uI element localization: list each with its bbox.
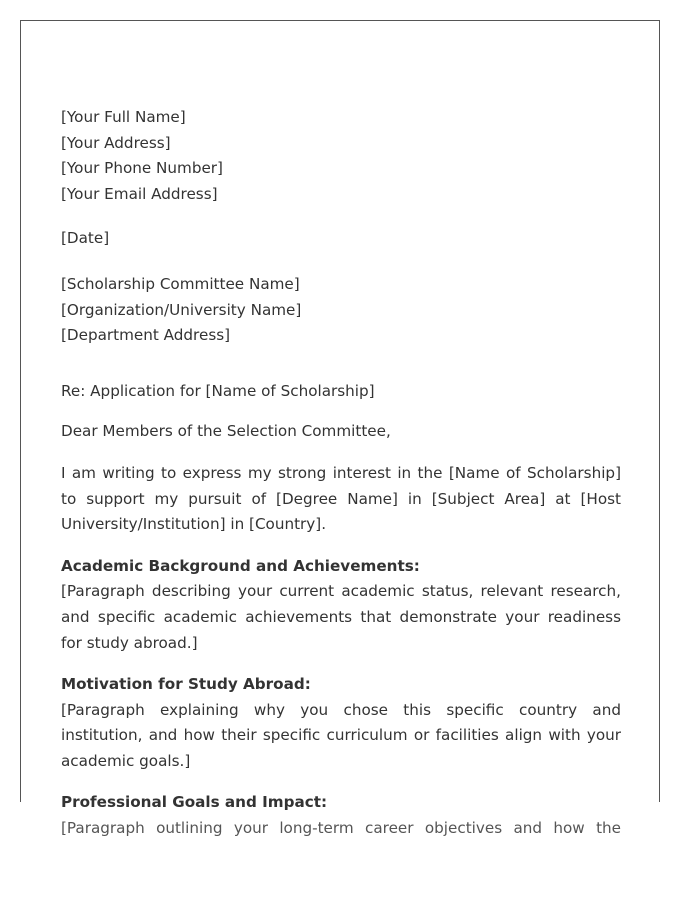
salutation-text: Dear Members of the Selection Committee, <box>61 422 391 441</box>
recipient-address: [Department Address] <box>61 326 231 345</box>
letter-page <box>20 20 660 838</box>
sender-name: [Your Full Name] <box>61 108 186 126</box>
section-professional <box>61 790 621 841</box>
recipient-organization: [Organization/University Name] <box>61 300 302 319</box>
salutation <box>61 419 621 445</box>
section-heading: Academic Background and Achievements: <box>61 556 420 575</box>
sender-block <box>61 105 621 207</box>
subject-line <box>61 379 621 405</box>
section-heading: Motivation for Study Abroad: <box>61 675 311 694</box>
letter-date: [Date] <box>61 229 110 248</box>
subject-text: Re: Application for [Name of Scholarship] <box>61 381 375 400</box>
date-block <box>61 226 621 252</box>
section-heading: Professional Goals and Impact: <box>61 793 328 812</box>
section-body: [Paragraph explaining why you chose this specific country and institution, and how their specific curriculum or facilities align with your academic goals.] <box>61 700 621 770</box>
sender-phone: [Your Phone Number] <box>61 159 223 178</box>
recipient-committee: [Scholarship Committee Name] <box>61 274 300 293</box>
sender-address: [Your Address] <box>61 133 171 152</box>
section-body: [Paragraph describing your current academic status, relevant research, and specific academic achievements that demonstrate your readiness for study abroad.] <box>61 582 621 652</box>
section-body: [Paragraph outlining your long-term career objectives and how the <box>61 819 621 838</box>
recipient-block <box>61 272 621 349</box>
letter-content <box>61 105 621 842</box>
section-motivation <box>61 672 621 774</box>
section-academic <box>61 554 621 656</box>
sender-email: [Your Email Address] <box>61 184 218 203</box>
intro-paragraph: I am writing to express my strong interest in the [Name of Scholarship] to support my pursuit of [Degree Name] in [Subject Area] at [Host University/Institution] in [Country]. <box>61 463 621 534</box>
